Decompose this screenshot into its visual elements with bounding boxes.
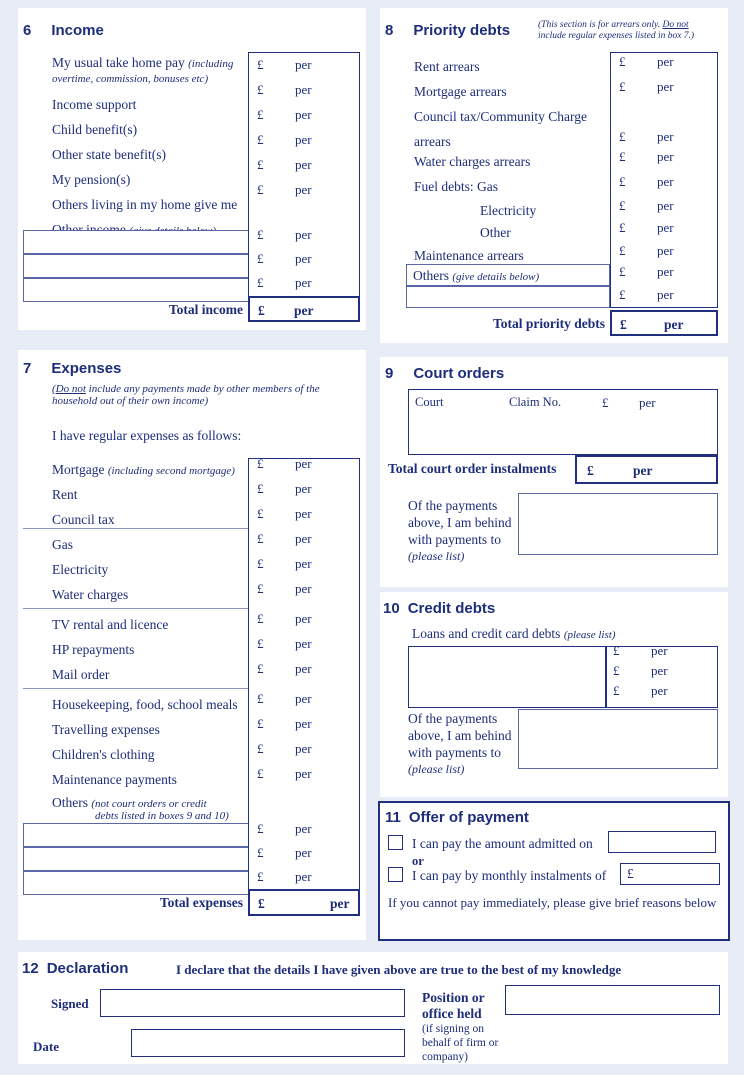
pound-sign: £ <box>258 896 265 911</box>
pound-sign: £ <box>257 821 264 836</box>
pound-sign: £ <box>587 463 594 478</box>
declaration-position-note-3: company) <box>422 1051 468 1063</box>
court-orders-col-court: Court <box>415 395 444 409</box>
court-orders-behind-line-2: above, I am behind <box>408 515 512 530</box>
pound-sign: £ <box>257 57 264 72</box>
pound-sign: £ <box>257 132 264 147</box>
expenses-row-label-2: Council tax <box>52 512 115 527</box>
section-income-number: 6 <box>23 22 32 39</box>
per-label: per <box>651 683 668 698</box>
pound-sign: £ <box>257 506 264 521</box>
section-declaration-title: Declaration <box>46 960 129 977</box>
pound-sign: £ <box>613 663 620 678</box>
pound-sign: £ <box>257 845 264 860</box>
pound-sign: £ <box>620 317 627 332</box>
income-row-label-0: My usual take home pay (including overtime, commission, bonuses etc) <box>52 55 234 85</box>
declaration-position-label-2: office held <box>422 1006 482 1021</box>
priority-row-label-8: Maintenance arrears <box>414 248 524 263</box>
section-expenses-title: Expenses <box>51 360 122 377</box>
section-priority-debts-title: Priority debts <box>413 22 511 39</box>
income-row-label-5: Others living in my home give me <box>52 197 238 212</box>
priority-amount-column <box>610 52 718 308</box>
pound-sign: £ <box>619 287 626 302</box>
section-declaration-number: 12 <box>22 960 39 977</box>
offer-reasons-label: If you cannot pay immediately, please give brief reasons below <box>388 895 717 910</box>
pound-sign: £ <box>257 157 264 172</box>
offer-pay-on-date-input[interactable] <box>608 831 716 853</box>
priority-row-label-7: Other <box>480 225 511 240</box>
per-label: per <box>295 636 312 651</box>
section-income-title: Income <box>51 22 104 39</box>
pound-sign: £ <box>257 691 264 706</box>
expenses-row-label-6: TV rental and licence <box>52 617 169 632</box>
per-label: per <box>295 506 312 521</box>
section-credit-debts-number: 10 <box>383 600 400 617</box>
credit-debts-behind-input[interactable] <box>518 709 718 769</box>
priority-row-label-6: Electricity <box>480 203 537 218</box>
expenses-others-label: Others (not court orders or credit <box>52 795 207 810</box>
pound-sign: £ <box>257 741 264 756</box>
declaration-date-label: Date <box>33 1039 59 1054</box>
pound-sign: £ <box>602 395 609 410</box>
expenses-divider-2 <box>23 608 249 609</box>
expenses-row-label-7: HP repayments <box>52 642 135 657</box>
per-label: per <box>651 643 668 658</box>
income-detail-input-2[interactable] <box>23 278 249 302</box>
expenses-divider-1 <box>23 528 249 529</box>
income-row-label-3: Other state benefit(s) <box>52 147 166 162</box>
per-label: per <box>657 264 674 279</box>
pound-sign: £ <box>619 129 626 144</box>
declaration-signed-input[interactable] <box>100 989 405 1017</box>
per-label: per <box>657 174 674 189</box>
declaration-signed-label: Signed <box>51 996 89 1011</box>
section-declaration <box>18 952 728 1064</box>
pound-sign: £ <box>257 275 264 290</box>
credit-debts-column-divider <box>605 647 607 707</box>
per-label: per <box>657 129 674 144</box>
section-credit-debts <box>380 592 728 797</box>
per-label: per <box>295 251 312 266</box>
offer-reasons-input[interactable] <box>386 913 724 937</box>
section-offer-number: 11 <box>385 809 401 826</box>
per-label: per <box>330 896 350 911</box>
pound-sign: £ <box>257 531 264 546</box>
per-label: per <box>295 581 312 596</box>
per-label: per <box>295 869 312 884</box>
per-label: per <box>657 243 674 258</box>
section-offer-of-payment <box>378 801 730 941</box>
section-priority-debts-number: 8 <box>385 22 394 39</box>
pound-sign: £ <box>257 481 264 496</box>
per-label: per <box>295 456 312 471</box>
expenses-divider-3 <box>23 688 249 689</box>
per-label: per <box>657 198 674 213</box>
expenses-row-label-9: Housekeeping, food, school meals <box>52 697 238 712</box>
per-label: per <box>295 611 312 626</box>
per-label: per <box>295 766 312 781</box>
pound-sign: £ <box>619 264 626 279</box>
credit-debts-list-label: Loans and credit card debts (please list) <box>412 626 616 641</box>
expenses-row-label-3: Gas <box>52 537 73 552</box>
per-label: per <box>657 79 674 94</box>
section-court-orders-title: Court orders <box>413 365 505 382</box>
income-row-label-2: Child benefit(s) <box>52 122 138 137</box>
pound-sign: £ <box>619 243 626 258</box>
priority-row-label-4: Water charges arrears <box>414 154 531 169</box>
per-label: per <box>657 149 674 164</box>
expenses-detail-input-0[interactable] <box>23 823 249 847</box>
pound-sign: £ <box>619 198 626 213</box>
per-label: per <box>295 661 312 676</box>
pound-sign: £ <box>257 661 264 676</box>
expenses-row-label-11: Children's clothing <box>52 747 155 762</box>
pound-sign: £ <box>619 54 626 69</box>
expenses-amount-column <box>248 458 360 895</box>
expenses-detail-input-1[interactable] <box>23 847 249 871</box>
section-expenses <box>18 350 366 940</box>
section-court-orders-number: 9 <box>385 365 394 382</box>
section-expenses-number: 7 <box>23 360 32 377</box>
per-label: per <box>295 691 312 706</box>
section-offer-title: Offer of payment <box>408 809 529 826</box>
section-court-orders <box>380 357 728 587</box>
offer-checkbox-monthly-instalments[interactable] <box>388 867 403 882</box>
priority-others-input-1[interactable] <box>406 286 610 308</box>
per-label: per <box>295 531 312 546</box>
pound-sign: £ <box>619 220 626 235</box>
offer-instalment-input[interactable] <box>620 863 720 885</box>
expenses-note: (Do not include any payments made by other members of the household out of their own income) <box>52 383 320 407</box>
expenses-detail-input-2[interactable] <box>23 871 249 895</box>
expenses-total-box[interactable] <box>248 889 360 916</box>
court-orders-total-label: Total court order instalments <box>388 461 557 476</box>
pound-sign: £ <box>257 251 264 266</box>
pound-sign: £ <box>257 107 264 122</box>
per-label: per <box>295 107 312 122</box>
expenses-row-label-10: Travelling expenses <box>52 722 160 737</box>
pound-sign: £ <box>257 556 264 571</box>
priority-debts-note: (This section is for arrears only. Do not include regular expenses listed in box 7.) <box>538 20 695 41</box>
expenses-row-label-12: Maintenance payments <box>52 772 177 787</box>
priority-total-box[interactable] <box>610 310 718 336</box>
pound-sign: £ <box>258 303 265 318</box>
credit-debts-behind-line-2: above, I am behind <box>408 728 512 743</box>
pound-sign: £ <box>619 174 626 189</box>
pound-sign: £ <box>257 611 264 626</box>
expenses-row-label-5: Water charges <box>52 587 129 602</box>
income-total-box[interactable] <box>248 296 360 322</box>
priority-row-label-5: Fuel debts: Gas <box>414 179 498 194</box>
per-label: per <box>295 57 312 72</box>
priority-row-label-2: Council tax/Community Charge <box>414 109 587 124</box>
per-label: per <box>295 845 312 860</box>
income-detail-input-0[interactable] <box>23 230 249 254</box>
per-label: per <box>295 556 312 571</box>
offer-option-1-label: I can pay the amount admitted on <box>412 836 593 851</box>
court-orders-behind-input[interactable] <box>518 493 718 555</box>
expenses-row-label-0: Mortgage (including second mortgage) <box>52 462 235 477</box>
court-orders-table[interactable] <box>408 389 718 455</box>
expenses-row-label-4: Electricity <box>52 562 109 577</box>
per-label: per <box>295 275 312 290</box>
per-label: per <box>295 82 312 97</box>
pound-sign: £ <box>257 766 264 781</box>
expenses-total-label: Total expenses <box>159 895 243 910</box>
credit-debts-behind-line-4: (please list) <box>408 762 465 776</box>
priority-others-label: Others (give details below) <box>413 268 540 283</box>
section-income <box>18 8 366 330</box>
pound-sign: £ <box>257 636 264 651</box>
per-label: per <box>657 287 674 302</box>
pound-sign: £ <box>257 869 264 884</box>
pound-sign: £ <box>257 227 264 242</box>
pound-sign: £ <box>613 683 620 698</box>
priority-row-label-1: Mortgage arrears <box>414 84 507 99</box>
income-amount-column <box>248 52 360 302</box>
credit-debts-behind-line-3: with payments to <box>408 745 501 760</box>
per-label: per <box>295 821 312 836</box>
per-label: per <box>657 220 674 235</box>
expenses-intro: I have regular expenses as follows: <box>52 428 242 443</box>
income-row-label-4: My pension(s) <box>52 172 131 187</box>
offer-or-label: or <box>412 854 424 868</box>
priority-row-label-3: arrears <box>414 134 451 149</box>
per-label: per <box>295 182 312 197</box>
priority-total-label: Total priority debts <box>492 316 605 331</box>
pound-sign: £ <box>613 643 620 658</box>
pound-sign: £ <box>257 456 264 471</box>
per-label: per <box>657 54 674 69</box>
pound-sign: £ <box>619 79 626 94</box>
pound-sign: £ <box>257 82 264 97</box>
income-row-label-1: Income support <box>52 97 137 112</box>
declaration-date-input[interactable] <box>131 1029 405 1057</box>
per-label: per <box>295 227 312 242</box>
court-orders-behind-line-3: with payments to <box>408 532 501 547</box>
court-orders-behind-line-1: Of the payments <box>408 498 498 513</box>
per-label: per <box>294 303 314 318</box>
credit-debts-behind-line-1: Of the payments <box>408 711 498 726</box>
expenses-others-note-2: debts listed in boxes 9 and 10) <box>95 810 229 822</box>
pound-sign: £ <box>619 149 626 164</box>
per-label: per <box>295 716 312 731</box>
priority-row-label-0: Rent arrears <box>414 59 480 74</box>
declaration-position-note-2: behalf of firm or <box>422 1037 499 1049</box>
per-label: per <box>664 317 684 332</box>
declaration-position-note-1: (if signing on <box>422 1023 484 1035</box>
expenses-row-label-8: Mail order <box>52 667 110 682</box>
declaration-position-label-1: Position or <box>422 990 485 1005</box>
section-credit-debts-title: Credit debts <box>407 600 496 617</box>
per-label: per <box>651 663 668 678</box>
income-total-label: Total income <box>168 302 243 317</box>
per-label: per <box>295 741 312 756</box>
per-label: per <box>639 395 656 410</box>
per-label: per <box>633 463 653 478</box>
pound-sign: £ <box>257 182 264 197</box>
pound-sign: £ <box>257 581 264 596</box>
income-detail-input-1[interactable] <box>23 254 249 278</box>
court-orders-col-claim: Claim No. <box>509 395 562 409</box>
offer-checkbox-pay-on-date[interactable] <box>388 835 403 850</box>
pound-sign: £ <box>257 716 264 731</box>
per-label: per <box>295 157 312 172</box>
court-orders-behind-line-4: (please list) <box>408 549 465 563</box>
declaration-position-input[interactable] <box>505 985 720 1015</box>
section-priority-debts <box>380 8 728 343</box>
per-label: per <box>295 132 312 147</box>
court-orders-total-box[interactable] <box>575 455 718 484</box>
pound-sign: £ <box>627 866 634 881</box>
priority-others-input-0[interactable] <box>406 264 610 286</box>
offer-option-2-label: I can pay by monthly instalments of <box>412 868 607 883</box>
per-label: per <box>295 481 312 496</box>
declaration-statement: I declare that the details I have given above are true to the best of my knowledge <box>176 962 622 977</box>
credit-debts-table[interactable] <box>408 643 718 708</box>
expenses-row-label-1: Rent <box>52 487 78 502</box>
